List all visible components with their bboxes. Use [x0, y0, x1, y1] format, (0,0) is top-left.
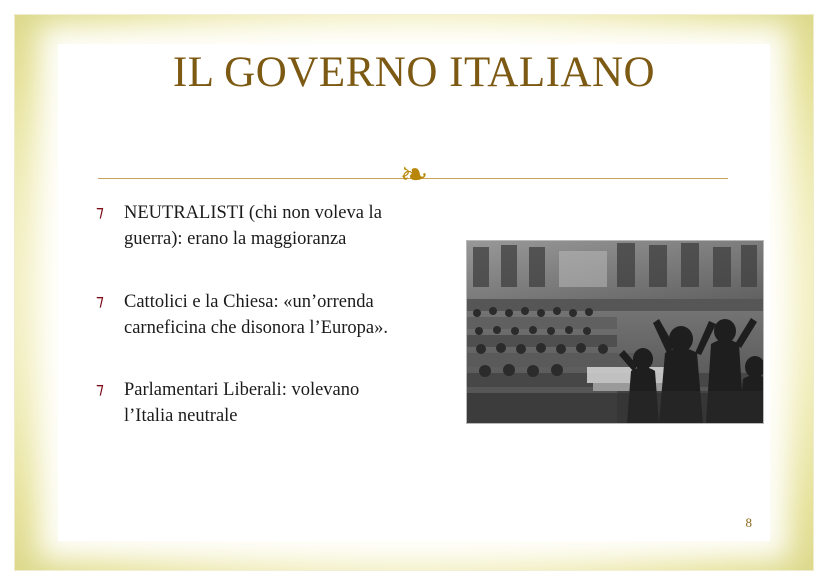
body-area — [96, 200, 736, 530]
parliament-engraving-image — [466, 240, 764, 424]
bullet-list — [96, 200, 406, 466]
bullet-marker-icon: ⁊ — [96, 290, 104, 310]
page-number: 8 — [745, 515, 752, 530]
list-item-text: NEUTRALISTI (chi non voleva la guerra): erano la maggioranza — [124, 203, 382, 250]
ornament-icon: ❧ — [399, 155, 429, 195]
bullet-marker-icon: ⁊ — [96, 202, 104, 221]
slide-content — [58, 30, 770, 550]
list-item — [96, 200, 406, 253]
list-item-text: Parlamentari Liberali: volevano l’Italia neutrale — [124, 380, 360, 427]
page-title: IL GOVERNO ITALIANO — [172, 49, 656, 96]
bullet-marker-icon: ⁊ — [96, 379, 104, 399]
list-item — [96, 377, 406, 430]
list-item-text: Cattolici e la Chiesa: «un’orrenda carneficina che disonora l’Europa». — [124, 291, 389, 338]
list-item — [96, 289, 406, 342]
